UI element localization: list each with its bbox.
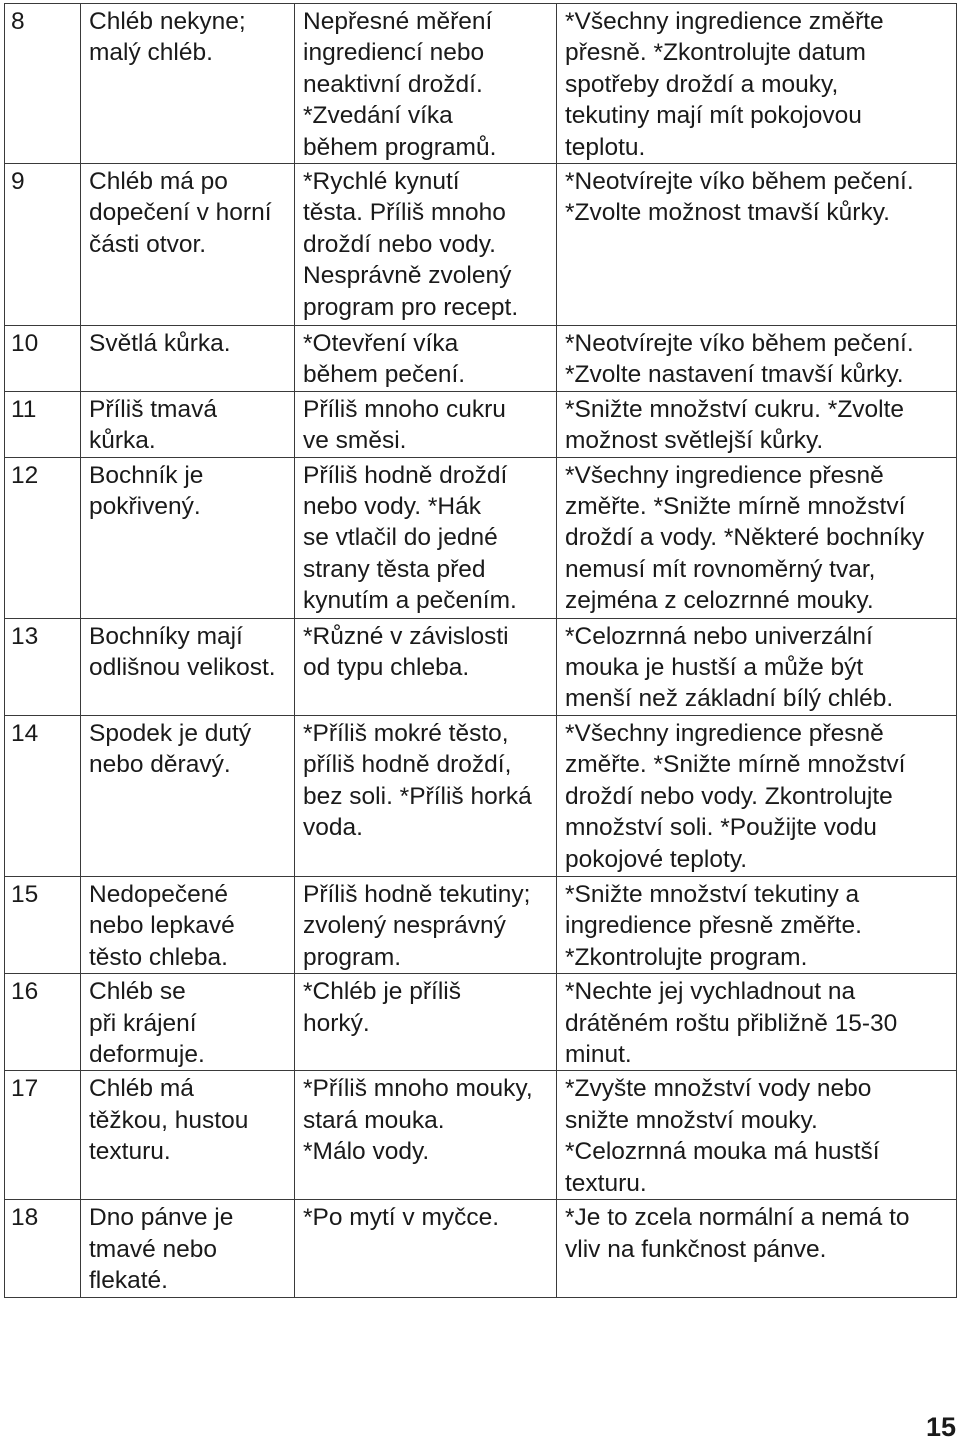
cause-cell: *Chléb je příliš horký.	[295, 974, 557, 1071]
row-number: 15	[5, 876, 81, 973]
troubleshooting-table	[4, 3, 957, 1298]
cause-cell: *Příliš mnoho mouky, stará mouka. *Málo vody.	[295, 1071, 557, 1200]
table-row	[5, 974, 957, 1071]
problem-cell: Nedopečené nebo lepkavé těsto chleba.	[81, 876, 295, 973]
table-row	[5, 1071, 957, 1200]
table-row	[5, 457, 957, 618]
row-number: 18	[5, 1200, 81, 1297]
row-number: 12	[5, 457, 81, 618]
problem-cell: Bochníky mají odlišnou velikost.	[81, 618, 295, 715]
solution-cell: *Všechny ingredience přesně změřte. *Snižte mírně množství droždí a vody. *Některé bochníky nemusí mít rovnoměrný tvar, zejména z celozrnné mouky.	[557, 457, 957, 618]
problem-cell: Světlá kůrka.	[81, 326, 295, 392]
solution-cell: *Nechte jej vychladnout na drátěném roštu přibližně 15-30 minut.	[557, 974, 957, 1071]
troubleshooting-table-body	[5, 4, 957, 1298]
cause-cell: Příliš hodně tekutiny; zvolený nesprávný program.	[295, 876, 557, 973]
table-row	[5, 1200, 957, 1297]
problem-cell: Bochník je pokřivený.	[81, 457, 295, 618]
table-row	[5, 618, 957, 715]
problem-cell: Příliš tmavá kůrka.	[81, 391, 295, 457]
problem-cell: Chléb má těžkou, hustou texturu.	[81, 1071, 295, 1200]
problem-cell: Chléb má po dopečení v horní části otvor.	[81, 164, 295, 326]
row-number: 16	[5, 974, 81, 1071]
problem-cell: Chléb nekyne; malý chléb.	[81, 4, 295, 164]
table-row	[5, 391, 957, 457]
cause-cell: *Různé v závislosti od typu chleba.	[295, 618, 557, 715]
row-number: 9	[5, 164, 81, 326]
solution-cell: *Celozrnná nebo univerzální mouka je hustší a může být menší než základní bílý chléb.	[557, 618, 957, 715]
solution-cell: *Snižte množství tekutiny a ingredience přesně změřte. *Zkontrolujte program.	[557, 876, 957, 973]
problem-cell: Chléb se při krájení deformuje.	[81, 974, 295, 1071]
problem-cell: Spodek je dutý nebo děravý.	[81, 715, 295, 876]
cause-cell: Nepřesné měření ingrediencí nebo neaktivní droždí. *Zvedání víka během programů.	[295, 4, 557, 164]
solution-cell: *Neotvírejte víko během pečení. *Zvolte nastavení tmavší kůrky.	[557, 326, 957, 392]
table-row	[5, 876, 957, 973]
row-number: 14	[5, 715, 81, 876]
table-row	[5, 4, 957, 164]
cause-cell: *Otevření víka během pečení.	[295, 326, 557, 392]
solution-cell: *Všechny ingredience změřte přesně. *Zkontrolujte datum spotřeby droždí a mouky, tekutiny mají mít pokojovou teplotu.	[557, 4, 957, 164]
solution-cell: *Všechny ingredience přesně změřte. *Snižte mírně množství droždí nebo vody. Zkontrolujte množství soli. *Použijte vodu pokojové teploty.	[557, 715, 957, 876]
solution-cell: *Je to zcela normální a nemá to vliv na funkčnost pánve.	[557, 1200, 957, 1297]
row-number: 11	[5, 391, 81, 457]
solution-cell: *Neotvírejte víko během pečení. *Zvolte možnost tmavší kůrky.	[557, 164, 957, 326]
page-number: 15	[925, 1412, 956, 1442]
cause-cell: *Příliš mokré těsto, příliš hodně droždí, bez soli. *Příliš horká voda.	[295, 715, 557, 876]
row-number: 17	[5, 1071, 81, 1200]
cause-cell: Příliš hodně droždí nebo vody. *Hák se vtlačil do jedné strany těsta před kynutím a pečením.	[295, 457, 557, 618]
row-number: 13	[5, 618, 81, 715]
cause-cell: Příliš mnoho cukru ve směsi.	[295, 391, 557, 457]
table-row	[5, 326, 957, 392]
row-number: 10	[5, 326, 81, 392]
table-row	[5, 164, 957, 326]
problem-cell: Dno pánve je tmavé nebo flekaté.	[81, 1200, 295, 1297]
cause-cell: *Po mytí v myčce.	[295, 1200, 557, 1297]
table-row	[5, 715, 957, 876]
solution-cell: *Snižte množství cukru. *Zvolte možnost světlejší kůrky.	[557, 391, 957, 457]
row-number: 8	[5, 4, 81, 164]
solution-cell: *Zvyšte množství vody nebo snižte množství mouky. *Celozrnná mouka má hustší texturu.	[557, 1071, 957, 1200]
cause-cell: *Rychlé kynutí těsta. Příliš mnoho droždí nebo vody. Nesprávně zvolený program pro recept.	[295, 164, 557, 326]
